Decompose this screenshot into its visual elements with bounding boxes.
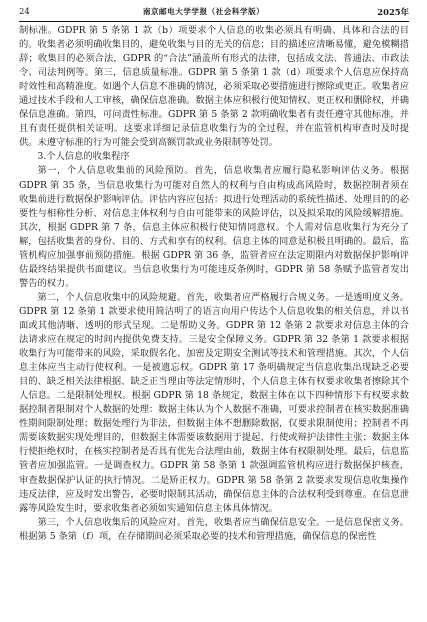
- section-heading: 3.个人信息的收集程序: [37, 151, 130, 163]
- header-rule: [19, 21, 409, 22]
- publication-year: 2025年: [377, 6, 409, 17]
- body-text: [19, 24, 409, 544]
- paragraph: 第二，个人信息收集中的风险规避。首先，收集者应严格履行合规义务。一是透明度义务。GDPR 第 12 条第 1 款要求使用简洁明了的语言向用户传达个人信息收集的相关信息，并以书面或其他清晰、透明的形式呈现。二是帮助义务。GDPR 第 12 条第 2 款要求对信息主体的合法请求应在规定的时间内提供免费支持。三是安全保障义务。GDPR 第 32 条第 1 款要求根据收集行为可能带来的风险，采取假名化、加密及定期安全测试等技术和管理措施。其次，个人信息主体应当主动行使权利。一是被遗忘权。GDPR 第 17 条明确规定当信息收集出现缺乏必要目的、缺乏相关法律根据、缺乏正当理由等法定情形时，个人信息主体有权要求收集者擦除其个人信息。二是限制处理权。根据 GDPR 第 18 条规定，数据主体在以下四种情形下有权要求数据控制者限制对个人数据的处理：数据主体认为个人数据不准确，可要求控制者在核实数据准确性期间限制处理；数据处理行为非法，但数据主体不想删除数据，仅要求限制使用；控制者不再需要该数据实现处理目的，但数据主体需要该数据用于提起、行使或辩护法律性主张；数据主体行使拒绝权时，在核实控制者是否具有优先合法理由前，数据主体有权限制处理。最后，信息监管者应加强监管。一是调查权力。GDPR 第 58 条第 1 款强调监管机构应进行数据保护核查，审查数据保护认证的执行情况。二是矫正权力。GDPR 第 58 条第 2 款要求发现信息收集操作违反法律，应及时发出警告，必要时限制其活动，确保信息主体的合法权利受到尊重。在信息泄露等风险发生时，要求收集者必须如实通知信息主体具体情况。: [19, 291, 409, 514]
- page-number: 24: [19, 6, 30, 17]
- paragraph: 制标准。GDPR 第 5 条第 1 款（b）项要求个人信息的收集必须具有明确、具体和合法的目的。收集者必须明确收集目的，避免收集与目的无关的信息；目的描述应清晰易懂，避免模糊措辞；收集目的必须合法，GDPR 的“合法”涵盖所有形式的法律，包括成文法、普通法、市政法令、司法判例等。第三，信息质量标准。GDPR 第 5 条第 1 款（d）项要求个人信息应保持高时效性和高精准度。如遇个人信息不准确的情况，必须采取必要措施进行擦除或更正。收集者应通过技术手段和人工审核，确保信息准确。数据主体应积极行使知情权、更正权和删除权，并确保信息准确。第四，可问责性标准。GDPR 第 5 条第 2 款明确收集者有责任遵守其他标准，并且有责任提供相关证明。这要求详细记录信息收集行为的全过程，并在监管机构审查时及时提供。未遵守标准的行为可能会受到高额罚款或业务限制等处罚。: [19, 25, 409, 149]
- running-header: [19, 0, 409, 21]
- paragraph: 第一，个人信息收集前的风险预防。首先，信息收集者应履行隐私影响评估义务。根据 GDPR 第 35 条，当信息收集行为可能对自然人的权利与自由构成高风险时，数据控制者须在收集前进行数据保护影响评估。评估内容应包括：拟进行处理活动的系统性描述、处理目的的必要性与相称性分析、对信息主体权利与自由可能带来的风险评估，以及拟采取的风险缓解措施。其次，根据 GDPR 第 7 条，信息主体应积极行使知情同意权。个人需对信息收集行为充分了解，包括收集者的身份、目的、方式和享有的权利。信息主体的同意是积极且明确的。最后，监管机构应加强事前预防措施。根据 GDPR 第 36 条，监管者应在法定期限内对数据保护影响评估最终结果提供书面建议。当信息收集行为可能违反条例时，GDPR 第 58 条赋予监管者发出警告的权力。: [19, 165, 409, 289]
- paragraph: 第三，个人信息收集后的风险应对。首先，收集者应当确保信息安全。一是信息保密义务。根据第 5 条第（f）项，在存储期间必须采取必要的技术和管理措施，确保信息的保密性: [19, 516, 409, 542]
- journal-name: 南京邮电大学学报（社会科学版）: [142, 7, 265, 16]
